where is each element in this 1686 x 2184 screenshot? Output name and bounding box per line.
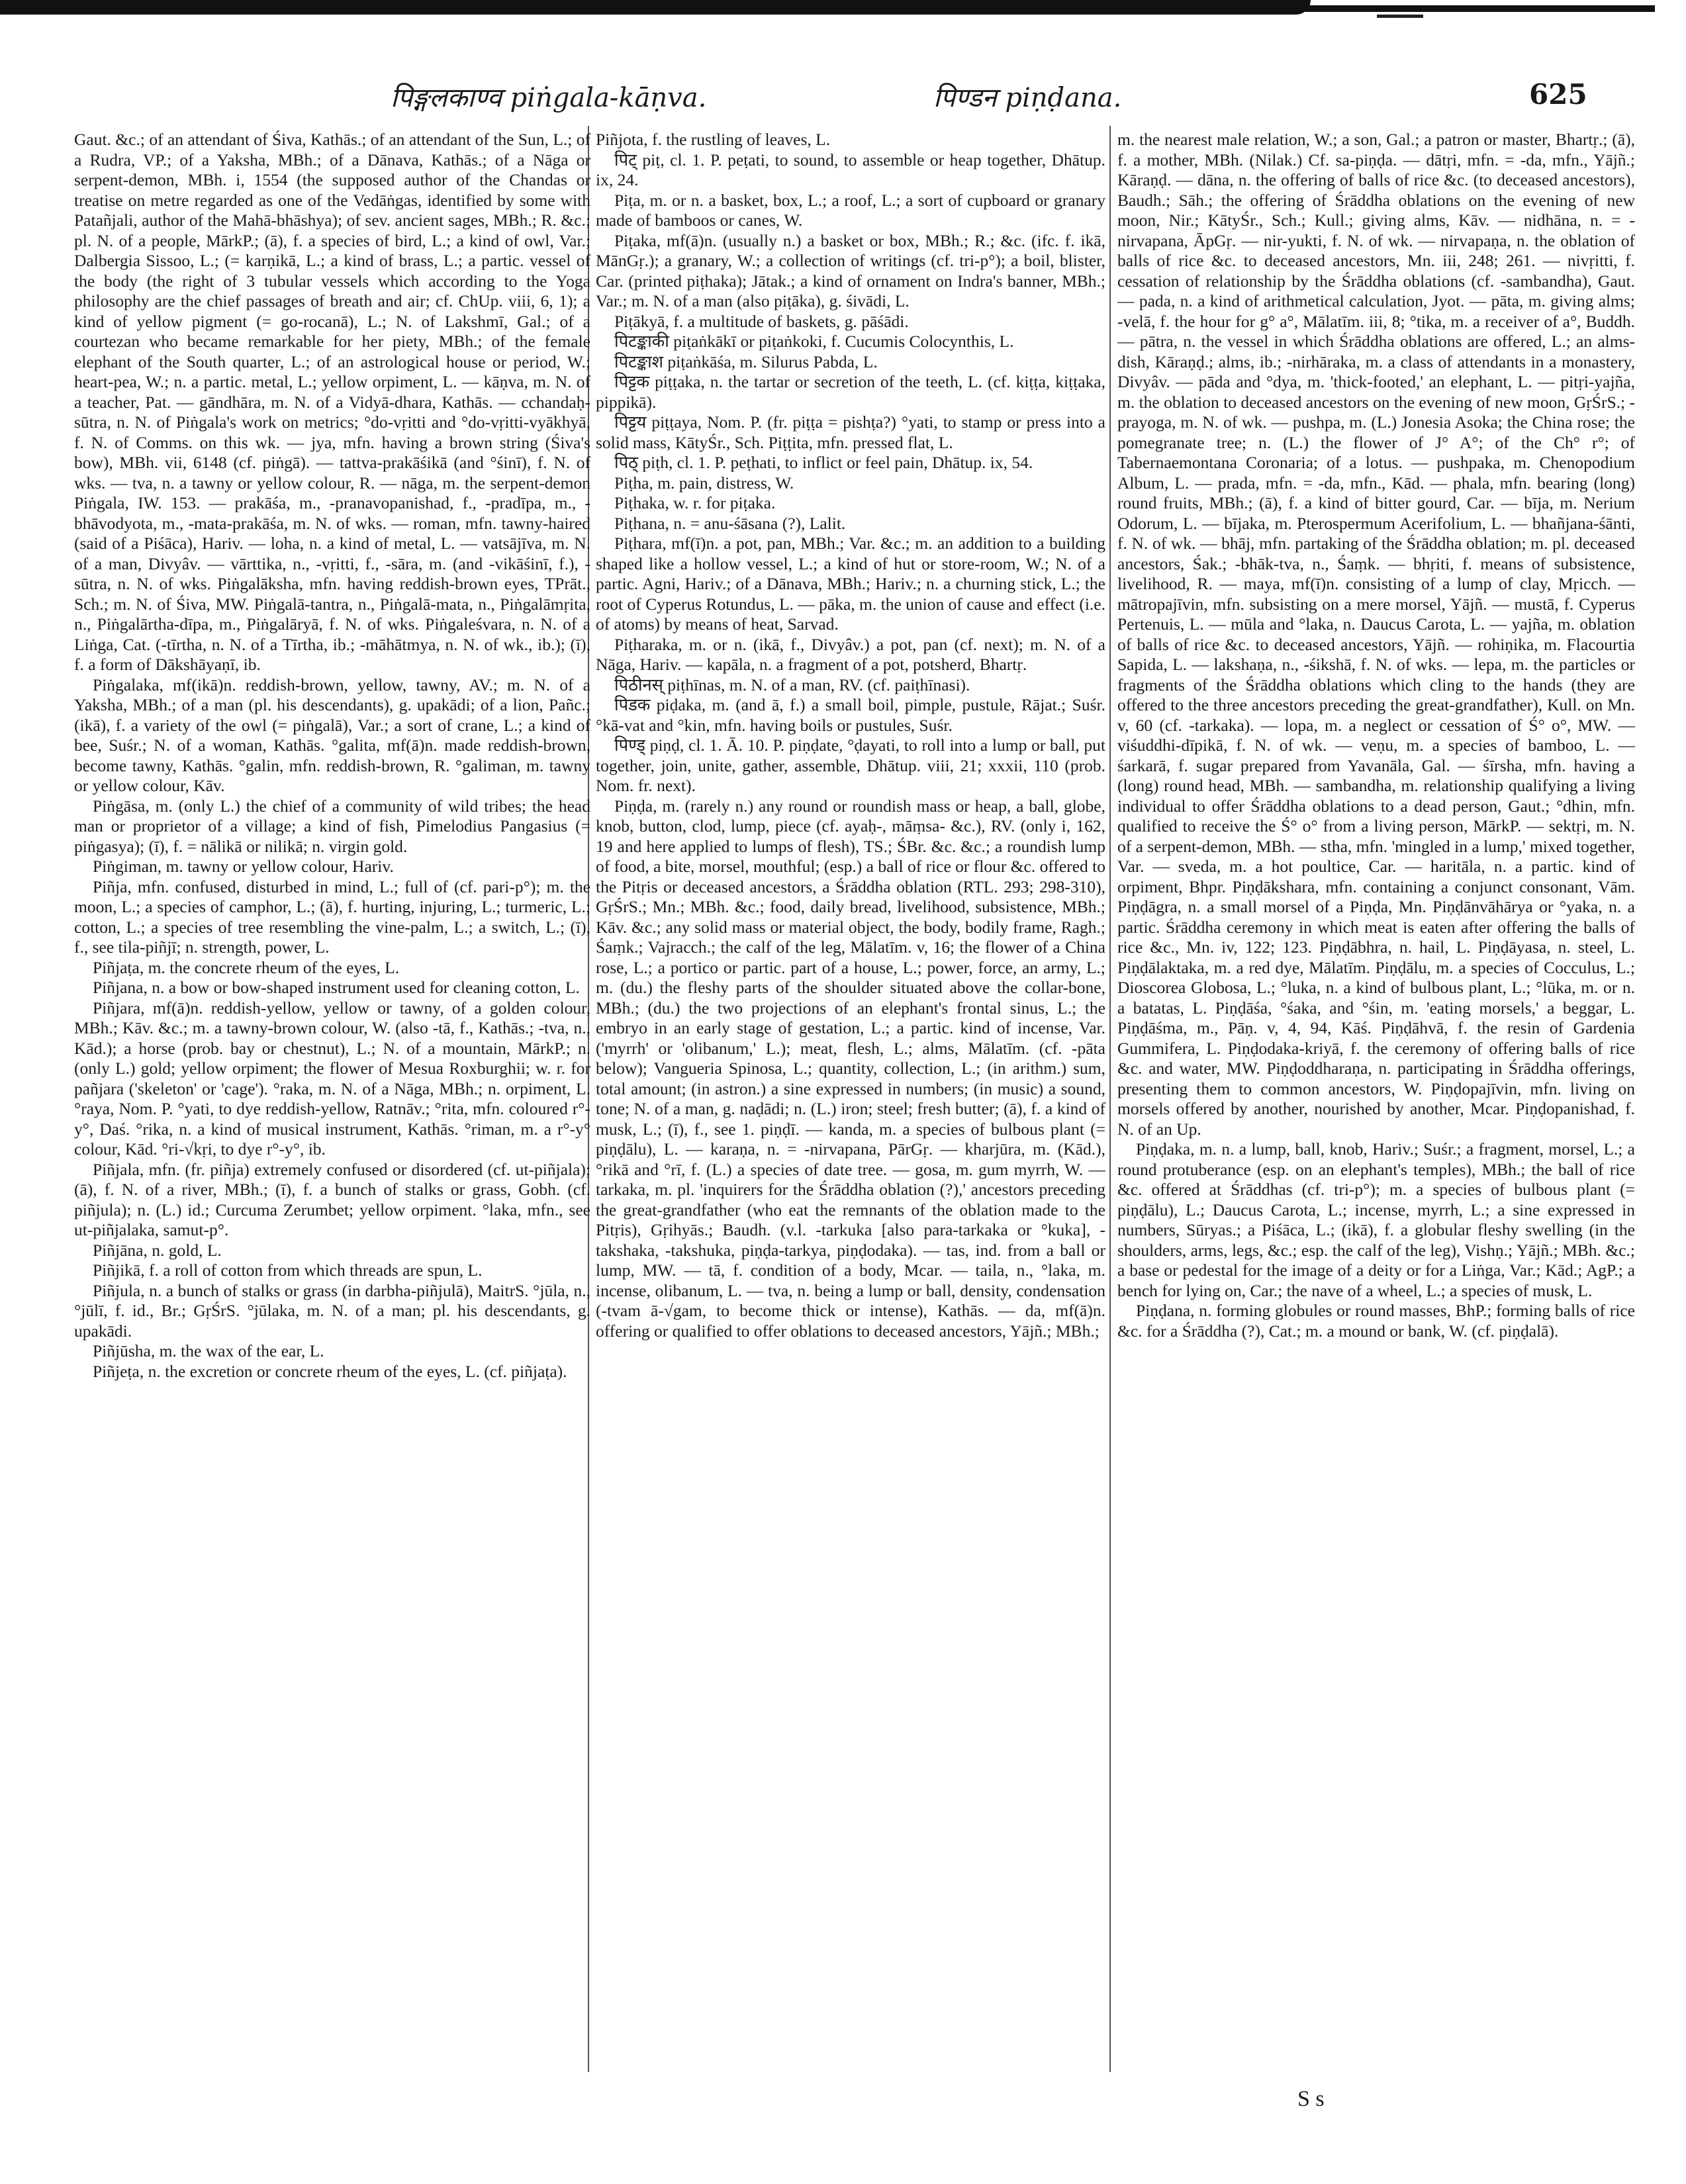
header-right-guideword: पिण्डन piṇḍana.	[933, 83, 1122, 113]
dictionary-entry: Piñjana, n. a bow or bow-shaped instrument used for cleaning cotton, L.	[93, 978, 580, 997]
dictionary-entry: पिठ् piṭh, cl. 1. P. peṭhati, to inflict or feel pain, Dhātup. ix, 54.	[614, 453, 1033, 472]
dictionary-entry: Piñjeṭa, n. the excretion or concrete rheum of the eyes, L. (cf. piñjaṭa).	[93, 1361, 567, 1381]
page-number: 625	[1529, 78, 1587, 111]
dictionary-entry: Piñja, mfn. confused, disturbed in mind, L.; full of (cf. pari-p°); m. the moon, L.; a species of camphor, L.; (ā), f. hurting, injuring, L.; turmeric, L.; cotton, L.; a species of tree resembling the vine-palm, L.; a switch, L.; (ī), f., see tila-piñjī; n. strength, power, L.	[74, 877, 590, 957]
column-3	[1117, 130, 1635, 2116]
dictionary-entry: Piṇḍana, n. forming globules or round masses, BhP.; forming balls of rice &c. for a Śrāddha (?), Cat.; m. a mound or bank, W. (cf. piṇḍalā).	[1117, 1301, 1635, 1341]
dictionary-entry: Piñjaṭa, m. the concrete rheum of the eyes, L.	[93, 957, 400, 977]
dictionary-entry: पिट्टक piṭṭaka, n. the tartar or secretion of the teeth, L. (cf. kiṭṭa, kiṭṭaka, pippikā).	[596, 372, 1105, 412]
scan-edge-shadow-right	[1231, 5, 1655, 12]
dictionary-entry: Gaut. &c.; of an attendant of Śiva, Kathās.; of an attendant of the Sun, L.; of a Rudra, VP.; of a Yaksha, MBh.; of a Dānava, Kathās.; of a Nāga or serpent-demon, MBh. i, 1554 (the supposed author of the Chandas or treatise on metre regarded as one of the Vedāṅgas, identified by some with Patañjali, author of the Mahā-bhāshya); of sev. ancient sages, MBh.; R. &c.; pl. N. of a people, MārkP.; (ā), f. a species of bird, L.; a kind of owl, Var.; Dalbergia Sissoo, L.; (= karṇikā, L.; a kind of brass, L.; a partic. vessel of the body (the right of 3 tubular vessels which according to the Yoga philosophy are the chief passages of breath and air; cf. ChUp. viii, 6, 1); a kind of yellow pigment (= go-rocanā), L.; N. of Lakshmī, Gal.; of a courtezan who became remarkable for her piety, MBh.; of the female elephant of the South quarter, L.; of an astrological house or period, W.; heart-pea, W.; n. a partic. metal, L.; yellow orpiment, L. — kāṇva, m. N. of a teacher, Pat. — gāndhāra, m. N. of a Vidyā-dhara, Kathās. — cchandaḥ-sūtra, n. N. of Piṅgala's work on metrics; °do-vṛitti and °do-vṛitti-vyākhyā, f. N. of Comms. on this wk. — jya, mfn. having a brown string (Śiva's bow), MBh. vii, 6148 (cf. piṅgā). — tattva-prakāśikā (and °śinī), f. N. of wks. — tva, n. a tawny or yellow colour, R. — nāga, m. the serpent-demon Piṅgala, IW. 153. — prakāśa, m., -pranavopanishad, f., -pradīpa, m., -bhāvodyota, m., -mata-prakāśa, m. N. of wks. — roman, mfn. tawny-haired (said of a Piśāca), Hariv. — loha, n. a kind of metal, L. — vatsājīva, m. N. of a man, Divyâv. — vārttika, n., -vṛitti, f., -sāra, m. (and -vikāśinī, f.), -sūtra, n. N. of wks. Piṅgalāksha, mfn. having reddish-brown eyes, TPrāt., Sch.; m. N. of Śiva, MW. Piṅgalā-tantra, n., Piṅgalā-mata, n., Piṅgalāmṛita, n., Piṅgalārtha-dīpa, m., Piṅgalāryā, f. N. of wks. Piṅgaleśvara, n. N. of a Liṅga, Cat. (-tīrtha, n. N. of a Tīrtha, ib.; -māhātmya, n. N. of wk., ib.); (ī), f. a form of Dākshāyaṇī, ib.	[74, 130, 590, 674]
column-divider	[1109, 126, 1111, 2072]
dictionary-entry: पिट्टय piṭṭaya, Nom. P. (fr. piṭṭa = pishṭa?) °yati, to stamp or press into a solid mass, KātyŚr., Sch. Piṭṭita, mfn. pressed flat, L.	[596, 412, 1105, 452]
dictionary-entry: m. the nearest male relation, W.; a son, Gal.; a patron or master, Bhartṛ.; (ā), f. a mother, MBh. (Nilak.) Cf. sa-piṇḍa. — dātṛi, mfn. = -da, mfn., Yājñ.; Kāraṇḍ. — dāna, n. the offering of balls of rice &c. (to deceased ancestors), Baudh.; Sāh.; the offering of Śrāddha oblations on the evening of new moon, Nir.; KātyŚr., Sch.; Kull.; giving alms, Kāv. — nidhāna, n. = -nirvapana, ĀpGṛ. — nir-yukti, f. N. of wk. — nirvapaṇa, n. the oblation of balls of rice &c. to deceased ancestors, Mn. iii, 248; 261. — nivṛitti, f. cessation of relationship by the Śrāddha oblations (cf. -sambandha), Gaut. — pada, n. a kind of arithmetical calculation, Jyot. — pāta, m. giving alms; -velā, f. the hour for g° a°, Mālatīm. iii, 8; °tika, m. a receiver of a°, Buddh. — pātra, n. the vessel in which Śrāddha oblations are offered, L.; an alms-dish, Kāraṇḍ.; alms, ib.; -nirhāraka, m. a class of attendants in a monastery, Divyâv. — pāda and °dya, m. 'thick-footed,' an elephant, L. — pitṛi-yajña, m. the oblation to deceased ancestors on the evening of new moon, GṛŚrS.; -prayoga, m. N. of wk. — pushpa, m. (L.) Jonesia Asoka; the China rose; the pomegranate tree; n. (L.) the flower of J° A°; of the Ch° r°; of Tabernaemontana Coronaria; of a lotus. — pushpaka, m. Chenopodium Album, L. — prada, mfn. = -da, mfn., Kād. — phala, mfn. bearing (long) round fruits, MBh.; (ā), f. a kind of bitter gourd, Car. — bīja, m. Nerium Odorum, L. — bījaka, m. Pterospermum Acerifolium, L. — bhañjana-śānti, f. N. of wk. — bhāj, mfn. partaking of the Śrāddha oblation; m. pl. deceased ancestors, Śak.; -bhāk-tva, n., Śaṃk. — bhṛiti, f. means of subsistence, livelihood, R. — maya, mf(ī)n. consisting of a lump of clay, Mṛicch. — mātropajīvin, mfn. subsisting on a mere morsel, Yājñ. — mustā, f. Cyperus Pertenuis, L. — mūla and °laka, n. Daucus Carota, L. — yajña, m. oblation of balls of rice &c. to deceased ancestors, Yājñ. — rohiṇika, m. Flacourtia Sapida, L. — lakshaṇa, n., -śikshā, f. N. of wks. — lepa, m. the particles or fragments of the Śrāddha oblations which cling to the hands (they are offered to the three ancestors preceding the great-grandfather), Kull. on Mn. v, 60 (cf. -tarkaka). — lopa, m. a neglect or cessation of Ś° o°, MW. — viśuddhi-dīpikā, f. N. of wk. — veṇu, m. a species of bamboo, L. — śarkarā, f. sugar prepared from Yavanāla, Gal. — śīrsha, mfn. having a (long) round head, MBh. — sambandha, m. relationship qualifying a living individual to offer Śrāddha oblations to a dead person, Gaut.; °dhin, mfn. qualified to receive the Ś° o° from a living person, MārkP. — sektṛi, m. N. of a serpent-demon, MBh. — stha, mfn. 'mingled in a lump,' mixed together, Var. — sveda, m. a hot poultice, Car. — haritāla, n. a partic. kind of orpiment, Bhpr. Piṇḍākshara, mfn. containing a conjunct consonant, Vām. Piṇḍāgra, n. a small morsel of a Piṇḍa, Mn. Piṇḍānvāhārya or °yaka, n. a partic. Śrāddha ceremony in which meat is eaten after offering the balls of rice &c., Mn. iv, 122; 123. Piṇḍābhra, n. hail, L. Piṇḍāyasa, n. steel, L. Piṇḍālaktaka, m. a red dye, Mālatīm. Piṇḍālu, m. a species of Cocculus, L.; Dioscorea Globosa, L.; °luka, n. a kind of bulbous plant, L.; °lūka, m. or n. a batatas, L. Piṇḍāśa, °śaka, and °śin, m. 'eating morsels,' a beggar, L. Piṇḍāśma, m., Pāṇ. v, 4, 94, Kāś. Piṇḍāhvā, f. the resin of Gardenia Gummifera, L. Piṇḍodaka-kriyā, f. the ceremony of offering balls of rice &c. and water, MW. Piṇḍoddharaṇa, n. participating in Śrāddha offerings, presenting them to common ancestors, W. Piṇḍopajīvin, mfn. living on morsels offered by another, nourished by another, Mcar. Piṇḍopanishad, f. N. of an Up.	[1117, 130, 1635, 1139]
dictionary-entry: Piñjikā, f. a roll of cotton from which threads are spun, L.	[93, 1260, 483, 1280]
dictionary-entry: Piṅgāsa, m. (only L.) the chief of a community of wild tribes; the head man or proprietor of a village; a kind of fish, Pimelodius Pangasius (= piṅgasya); (ī), f. = nālikā or nilikā; n. virgin gold.	[74, 796, 590, 856]
dictionary-entry: पिटङ्काश piṭaṅkāśa, m. Silurus Pabda, L.	[614, 352, 878, 371]
dictionary-entry: Piṅgalaka, mf(ikā)n. reddish-brown, yellow, tawny, AV.; m. N. of a Yaksha, MBh.; of a man (pl. his descendants), g. upakādi; of a lion, Pañc.; (ikā), f. a variety of the owl (= piṅgalā), Var.; a sort of crane, L.; a kind of bee, Suśr.; N. of a woman, Kathās. °galita, mf(ā)n. made reddish-brown, become tawny, Kathās. °galin, mfn. reddish-brown, R. °galiman, m. tawny or yellow colour, Kāv.	[74, 675, 590, 795]
dictionary-entry: Piñjota, f. the rustling of leaves, L.	[596, 130, 831, 149]
dictionary-entry: Piñjula, n. a bunch of stalks or grass (in darbha-piñjulā), MaitrS. °jūla, n., °jūlī, f. id., Br.; GṛŚrS. °jūlaka, m. N. of a man; pl. his descendants, g. upakādi.	[74, 1280, 590, 1341]
scan-mark	[1377, 15, 1423, 18]
dictionary-entry: Piṭharaka, m. or n. (ikā, f., Divyâv.) a pot, pan (cf. next); m. N. of a Nāga, Hariv. — kapāla, n. a fragment of a pot, potsherd, Bhartṛ.	[596, 634, 1105, 674]
dictionary-entry: पिण्ड् piṇḍ, cl. 1. Ā. 10. P. piṇḍate, °ḍayati, to roll into a lump or ball, put together, join, unite, gather, assemble, Dhātup. viii, 21; xxxii, 110 (prob. Nom. fr. next).	[596, 736, 1105, 795]
column-1	[74, 130, 590, 2116]
dictionary-entry: पिडक piḍaka, m. (and ā, f.) a small boil, pimple, pustule, Rājat.; Suśr. °kā-vat and °kin, mfn. having boils or pustules, Suśr.	[596, 695, 1105, 735]
column-2	[596, 130, 1105, 2116]
dictionary-entry: Piṇḍaka, m. n. a lump, ball, knob, Hariv.; Suśr.; a fragment, morsel, L.; a round protuberance (esp. on an elephant's temples), MBh.; the ball of rice &c. offered at Śrāddhas (cf. tri-p°); m. a species of bulbous plant (= piṇḍālu), L.; Daucus Carota, L.; incense, myrrh, L.; a sine expressed in numbers, Sūryas.; a Piśāca, L.; (ikā), f. a globular fleshy swelling (in the shoulders, arms, legs, &c.; esp. the calf of the leg), Vishṇ.; Yājñ.; MBh. &c.; a base or pedestal for the image of a deity or for a Liṅga, Var.; Kād.; AgP.; a bench for lying on, Car.; the nave of a wheel, L.; a species of musk, L.	[1117, 1139, 1635, 1300]
dictionary-entry: Piṭhara, mf(ī)n. a pot, pan, MBh.; Var. &c.; m. an addition to a building shaped like a hollow vessel, L.; a kind of hut or store-room, W.; N. of a partic. Agni, Hariv.; of a Dānava, MBh.; Hariv.; n. a churning stick, L.; the root of Cyperus Rotundus, L. — pāka, m. the union of cause and effect (i.e. of atoms) by means of heat, Sarvad.	[596, 534, 1105, 634]
dictionary-entry: Piṭhaka, w. r. for piṭaka.	[614, 493, 776, 512]
header-left-guideword: पिङ्गलकाण्व piṅgala-kāṇva.	[391, 83, 707, 113]
running-header	[0, 78, 1686, 124]
dictionary-entry: पिठीनस् piṭhīnas, m. N. of a man, RV. (cf. paiṭhīnasi).	[614, 675, 970, 694]
dictionary-entry: Piñjūsha, m. the wax of the ear, L.	[93, 1341, 324, 1360]
dictionary-entry: Piṭha, m. pain, distress, W.	[614, 473, 794, 493]
dictionary-entry: Piṭhana, n. = anu-śāsana (?), Lalit.	[614, 513, 846, 533]
dictionary-entry: Piṅgiman, m. tawny or yellow colour, Hariv.	[93, 857, 394, 876]
dictionary-entry: पिटङ्काकी piṭaṅkākī or piṭaṅkoki, f. Cucumis Colocynthis, L.	[614, 332, 1014, 351]
dictionary-entry: Piñjara, mf(ā)n. reddish-yellow, yellow or tawny, of a golden colour, MBh.; Kāv. &c.; m. a tawny-brown colour, W. (also -tā, f., Kathās.; -tva, n., Kād.); a horse (prob. bay or chestnut), L.; N. of a mountain, MārkP.; n. (only L.) gold; yellow orpiment; the flower of Mesua Roxburghii; w. r. for pañjara ('skeleton' or 'cage'). °raka, m. N. of a Nāga, MBh.; n. orpiment, L. °raya, Nom. P. °yati, to dye reddish-yellow, Ratnāv.; °rita, mfn. coloured r°-y°, Daś. °rika, n. a kind of musical instrument, Kathās. °riman, m. a r°-y° colour, Kād. °ri-√kṛi, to dye r°-y°, ib.	[74, 998, 590, 1159]
dictionary-entry: Piṭaka, mf(ā)n. (usually n.) a basket or box, MBh.; R.; &c. (ifc. f. ikā, MānGṛ.); a granary, W.; a collection of writings (cf. tri-p°); a boil, blister, Car. (printed piṭhaka); Jātak.; a kind of ornament on Indra's banner, MBh.; Var.; m. N. of a man (also piṭāka), g. śivādi, L.	[596, 230, 1105, 310]
printer-signature-mark: S s	[1297, 2087, 1325, 2111]
dictionary-entry: Piñjala, mfn. (fr. piñja) extremely confused or disordered (cf. ut-piñjala); (ā), f. N. of a river, MBh.; (ī), f. a bunch of stalks or grass, Gobh. (cf. piñjula); n. (L.) id.; Curcuma Zerumbet; yellow orpiment. °laka, mfn., see ut-piñjalaka, samut-p°.	[74, 1159, 590, 1239]
dictionary-entry: Piñjāna, n. gold, L.	[93, 1240, 222, 1260]
dictionary-entry: पिट् piṭ, cl. 1. P. peṭati, to sound, to assemble or heap together, Dhātup. ix, 24.	[596, 150, 1105, 189]
dictionary-entry: Piṭākyā, f. a multitude of baskets, g. pāśādi.	[614, 311, 909, 331]
dictionary-entry: Piṇḍa, m. (rarely n.) any round or roundish mass or heap, a ball, globe, knob, button, clod, lump, piece (cf. ayaḥ-, māṃsa- &c.), RV. (only i, 162, 19 and here applied to lumps of flesh), TS.; ŚBr. &c. &c.; a roundish lump of food, a bite, morsel, mouthful; (esp.) a ball of rice or flour &c. offered to the Pitṛis or deceased ancestors, a Śrāddha oblation (RTL. 293; 298-310), GṛŚrS.; Mn.; MBh. &c.; food, daily bread, livelihood, subsistence, MBh.; Kāv. &c.; any solid mass or material object, the body, bodily frame, Ragh.; Śaṃk.; Vajracch.; the calf of the leg, Mālatīm. v, 16; the flower of a China rose, L.; a portico or partic. part of a house, L.; power, force, an army, L.; m. (du.) the fleshy parts of the shoulder situated above the collar-bone, MBh.; (du.) the two projections of an elephant's frontal sinus, L.; the embryo in an early stage of gestation, L.; a partic. kind of incense, Var. ('myrrh' or 'olibanum,' L.); meat, flesh, L.; alms, Mālatīm. (cf. -pāta below); Vangueria Spinosa, L.; quantity, collection, L.; (in arithm.) sum, total amount; (in astron.) a sine expressed in numbers; (in music) a sound, tone; N. of a man, g. naḍādi; n. (L.) iron; steel; fresh butter; (ā), f. a kind of musk, L.; (ī), f., see 1. piṇḍī. — kanda, m. a species of bulbous plant (= piṇḍālu), L. — karaṇa, n. = -nirvapana, PārGṛ. — kharjūra, m. (Kād.), °rikā and °rī, f. (L.) a species of date tree. — gosa, m. gum myrrh, W. — tarkaka, m. pl. 'inquirers for the Śrāddha oblation (?),' ancestors preceding the great-grandfather (who eat the remnants of the oblation made to the Pitṛis), Gṛihyās.; Baudh. (v.l. -tarkuka [also para-tarkaka or °kuka], -takshaka, -takshuka, piṇḍa-tarkya, piṇḍodaka). — tas, ind. from a ball or lump, MW. — tā, f. condition of a body, Mcar. — taila, n., °laka, m. incense, olibanum, L. — tva, n. being a lump or ball, density, condensation (-tvam ā-√gam, to become thick or intense), Kathās. — da, mf(ā)n. offering or qualified to offer oblations to deceased ancestors, Yājñ.; MBh.;	[596, 796, 1105, 1341]
dictionary-entry: Piṭa, m. or n. a basket, box, L.; a roof, L.; a sort of cupboard or granary made of bamboos or canes, W.	[596, 190, 1105, 230]
scan-edge-shadow	[0, 0, 1311, 15]
